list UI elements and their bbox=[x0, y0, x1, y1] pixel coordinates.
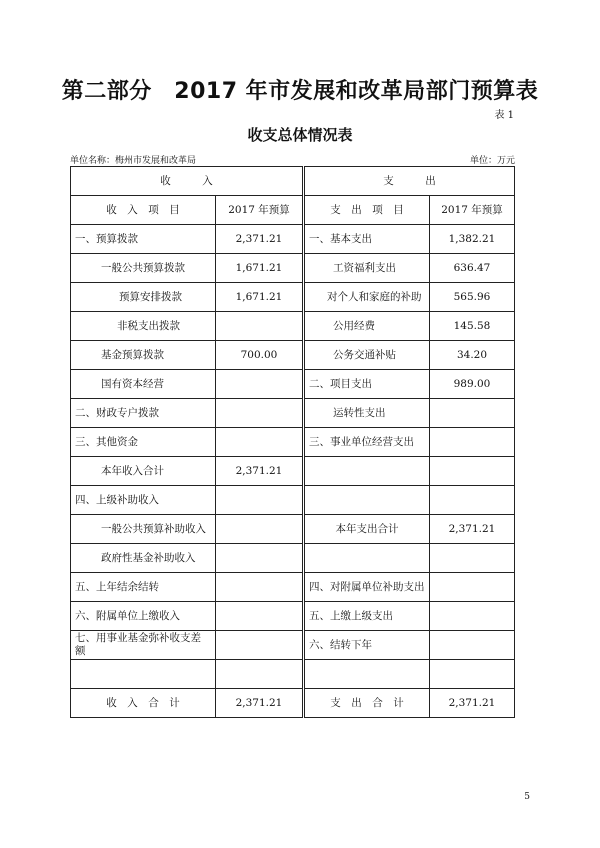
expense-total-label: 支 出 合 计 bbox=[305, 689, 430, 718]
expense-item: 公用经费 bbox=[305, 312, 430, 341]
table-row bbox=[71, 283, 515, 312]
table-total-row bbox=[71, 689, 515, 718]
income-value bbox=[216, 428, 303, 457]
expense-value bbox=[430, 660, 515, 689]
income-value bbox=[216, 631, 303, 660]
expense-header: 支 出 bbox=[305, 167, 515, 196]
expense-item: 对个人和家庭的补助 bbox=[305, 283, 430, 312]
table-row bbox=[71, 370, 515, 399]
income-header: 收 入 bbox=[71, 167, 303, 196]
income-item: 五、上年结余结转 bbox=[71, 573, 216, 602]
income-value bbox=[216, 573, 303, 602]
expense-value bbox=[430, 457, 515, 486]
expense-item: 二、项目支出 bbox=[305, 370, 430, 399]
income-item: 一般公共预算拨款 bbox=[71, 254, 216, 283]
expense-value: 636.47 bbox=[430, 254, 515, 283]
page-number: 5 bbox=[524, 792, 530, 802]
expense-value: 2,371.21 bbox=[430, 515, 515, 544]
expense-value: 989.00 bbox=[430, 370, 515, 399]
income-item: 六、附属单位上缴收入 bbox=[71, 602, 216, 631]
table-number: 表 1 bbox=[494, 110, 514, 121]
table-row bbox=[71, 457, 515, 486]
expense-item: 一、基本支出 bbox=[305, 225, 430, 254]
expense-value bbox=[430, 602, 515, 631]
table-row bbox=[71, 573, 515, 602]
table-title: 收支总体情况表 bbox=[247, 126, 353, 144]
table-row bbox=[71, 399, 515, 428]
expense-item: 本年支出合计 bbox=[305, 515, 430, 544]
income-item: 一、预算拨款 bbox=[71, 225, 216, 254]
income-value bbox=[216, 486, 303, 515]
expense-item bbox=[305, 660, 430, 689]
income-item: 预算安排拨款 bbox=[71, 283, 216, 312]
expense-item bbox=[305, 486, 430, 515]
income-value: 1,671.21 bbox=[216, 254, 303, 283]
expense-value: 1,382.21 bbox=[430, 225, 515, 254]
unit-label: 单位：万元 bbox=[469, 156, 515, 166]
expense-item: 公务交通补贴 bbox=[305, 341, 430, 370]
income-item: 二、财政专户拨款 bbox=[71, 399, 216, 428]
income-value bbox=[216, 660, 303, 689]
expense-budget-header: 2017 年预算 bbox=[430, 196, 515, 225]
income-value bbox=[216, 312, 303, 341]
expense-item: 三、事业单位经营支出 bbox=[305, 428, 430, 457]
income-value: 2,371.21 bbox=[216, 457, 303, 486]
income-value bbox=[216, 602, 303, 631]
income-value bbox=[216, 515, 303, 544]
income-budget-header: 2017 年预算 bbox=[216, 196, 303, 225]
income-item: 七、用事业基金弥补收支差额 bbox=[71, 631, 216, 660]
expense-value: 565.96 bbox=[430, 283, 515, 312]
table-row bbox=[71, 225, 515, 254]
income-value: 1,671.21 bbox=[216, 283, 303, 312]
income-value bbox=[216, 399, 303, 428]
table-header-row bbox=[71, 167, 515, 196]
income-value bbox=[216, 370, 303, 399]
expense-value: 34.20 bbox=[430, 341, 515, 370]
income-item: 政府性基金补助收入 bbox=[71, 544, 216, 573]
expense-item: 工资福利支出 bbox=[305, 254, 430, 283]
expense-total-value: 2,371.21 bbox=[430, 689, 515, 718]
expense-value bbox=[430, 631, 515, 660]
income-item: 本年收入合计 bbox=[71, 457, 216, 486]
expense-value: 145.58 bbox=[430, 312, 515, 341]
table-row bbox=[71, 312, 515, 341]
table-row bbox=[71, 544, 515, 573]
table-row bbox=[71, 602, 515, 631]
table-row bbox=[71, 428, 515, 457]
income-value bbox=[216, 544, 303, 573]
expense-value bbox=[430, 486, 515, 515]
table-row bbox=[71, 486, 515, 515]
income-item: 三、其他资金 bbox=[71, 428, 216, 457]
expense-value bbox=[430, 573, 515, 602]
income-item: 国有资本经营 bbox=[71, 370, 216, 399]
table-row bbox=[71, 254, 515, 283]
page-title: 第二部分 2017 年市发展和改革局部门预算表 bbox=[61, 79, 539, 104]
income-item bbox=[71, 660, 216, 689]
expense-item: 五、上缴上级支出 bbox=[305, 602, 430, 631]
expense-item: 六、结转下年 bbox=[305, 631, 430, 660]
expense-item: 四、对附属单位补助支出 bbox=[305, 573, 430, 602]
income-total-label: 收 入 合 计 bbox=[71, 689, 216, 718]
table-row bbox=[71, 515, 515, 544]
expense-item bbox=[305, 457, 430, 486]
income-item: 基金预算拨款 bbox=[71, 341, 216, 370]
unit-name: 单位名称：梅州市发展和改革局 bbox=[70, 156, 197, 166]
income-value: 700.00 bbox=[216, 341, 303, 370]
income-item-header: 收 入 项 目 bbox=[71, 196, 216, 225]
income-value: 2,371.21 bbox=[216, 225, 303, 254]
income-item: 四、上级补助收入 bbox=[71, 486, 216, 515]
table-row bbox=[71, 341, 515, 370]
expense-item-header: 支 出 项 目 bbox=[305, 196, 430, 225]
expense-item: 运转性支出 bbox=[305, 399, 430, 428]
expense-item bbox=[305, 544, 430, 573]
income-total-value: 2,371.21 bbox=[216, 689, 303, 718]
income-item: 一般公共预算补助收入 bbox=[71, 515, 216, 544]
table-row bbox=[71, 660, 515, 689]
table-row bbox=[71, 631, 515, 660]
expense-value bbox=[430, 399, 515, 428]
expense-value bbox=[430, 544, 515, 573]
income-item: 非税支出拨款 bbox=[71, 312, 216, 341]
budget-summary-table bbox=[70, 166, 515, 718]
expense-value bbox=[430, 428, 515, 457]
table-subheader-row bbox=[71, 196, 515, 225]
